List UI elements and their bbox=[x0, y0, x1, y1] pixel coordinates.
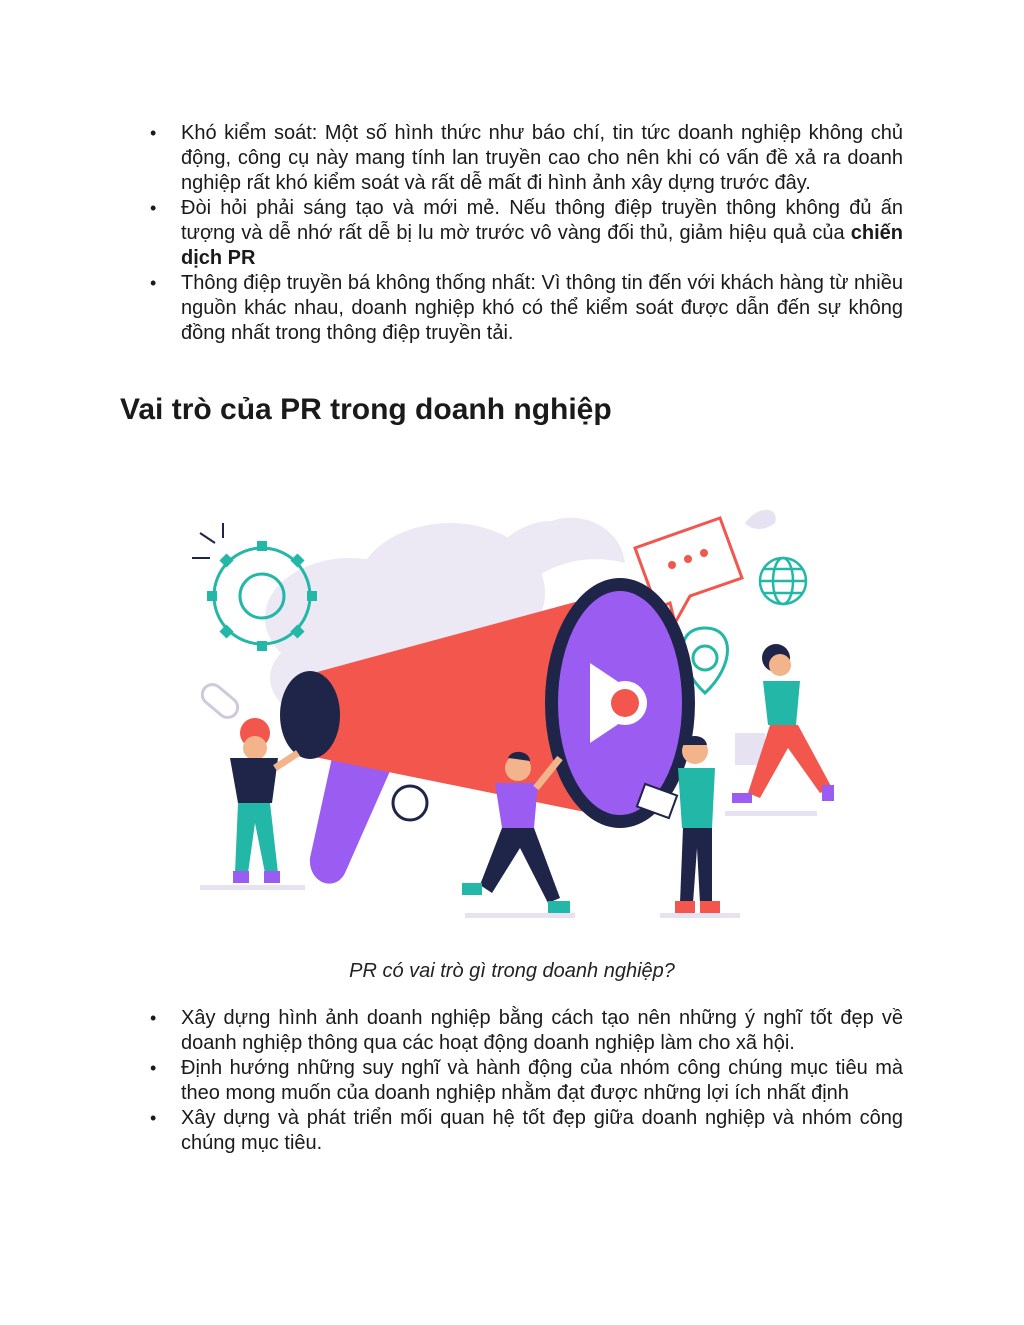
globe-icon bbox=[760, 558, 806, 604]
list-item: • Đòi hỏi phải sáng tạo và mới mẻ. Nếu thông điệp truyền thông không đủ ấn tượng và dễ nhớ rất dễ bị lu mờ trước vô vàng đối thủ, giảm hiệu quả của chiến dịch PR bbox=[148, 196, 903, 271]
list-item: • Định hướng những suy nghĩ và hành động của nhóm công chúng mục tiêu mà theo mong muốn của doanh nghiệp nhằm đạt được những lợi ích nhất định bbox=[148, 1056, 903, 1106]
section-heading: Vai trò của PR trong doanh nghiệp bbox=[120, 393, 612, 426]
list-item: • Thông điệp truyền bá không thống nhất: Vì thông tin đến với khách hàng từ nhiều nguồn khác nhau, doanh nghiệp khó có thể kiểm soát được dẫn đến sự không đồng nhất trong thông điệp truyền tải. bbox=[148, 271, 903, 346]
pr-campaign-link-text[interactable]: chiến dịch PR bbox=[181, 222, 903, 269]
leaf-icon bbox=[745, 510, 776, 529]
sparkle-icon bbox=[192, 523, 223, 558]
pr-megaphone-illustration bbox=[120, 453, 904, 950]
pill-icon bbox=[198, 680, 241, 721]
bullet-list-drawbacks bbox=[148, 121, 903, 346]
figure-caption: PR có vai trò gì trong doanh nghiệp? bbox=[349, 960, 675, 982]
bullet-list-roles bbox=[148, 1006, 903, 1156]
list-item: • Khó kiểm soát: Một số hình thức như báo chí, tin tức doanh nghiệp không chủ động, công cụ này mang tính lan truyền cao cho nên khi có vấn đề xả ra doanh nghiệp rất khó kiểm soát và rất dễ mất đi hình ảnh xây dựng trước đây. bbox=[148, 121, 903, 196]
list-item: • Xây dựng hình ảnh doanh nghiệp bằng cách tạo nên những ý nghĩ tốt đẹp về doanh nghiệp thông qua các hoạt động doanh nghiệp làm cho xã hội. bbox=[148, 1006, 903, 1056]
list-item: • Xây dựng và phát triển mối quan hệ tốt đẹp giữa doanh nghiệp và nhóm công chúng mục tiêu. bbox=[148, 1106, 903, 1156]
person-woman-walking bbox=[725, 644, 834, 816]
